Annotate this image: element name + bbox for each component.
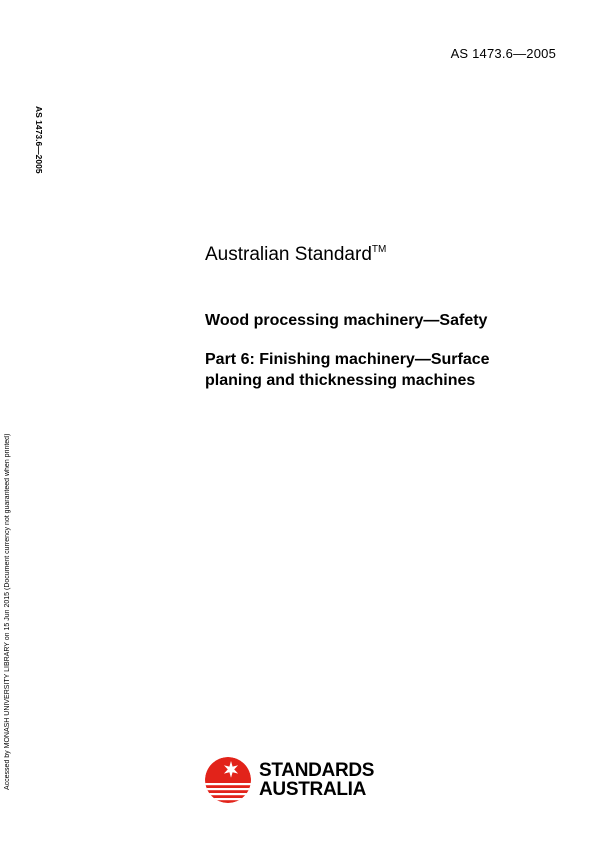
series-name: Australian Standard <box>205 244 372 265</box>
star-emblem-icon <box>204 756 252 804</box>
spine-document-number: AS 1473.6—2005 <box>34 106 44 174</box>
logo-wordmark <box>259 761 374 799</box>
series-heading <box>205 244 386 266</box>
trademark-symbol: TM <box>371 244 387 255</box>
part-title-line-2: planing and thicknessing machines <box>205 372 476 389</box>
part-title-line-1: Part 6: Finishing machinery—Surface <box>205 351 490 368</box>
standards-australia-logo <box>204 756 374 804</box>
document-number: AS 1473.6—2005 <box>450 46 556 61</box>
logo-line-1: STANDARDS <box>259 760 375 781</box>
standard-title: Wood processing machinery—Safety <box>205 312 488 329</box>
logo-line-2: AUSTRALIA <box>259 779 367 800</box>
access-note: Accessed by MONASH UNIVERSITY LIBRARY on 15 Jun 2015 (Document currency not guaranteed when printed) <box>4 433 11 790</box>
part-title <box>205 349 555 391</box>
